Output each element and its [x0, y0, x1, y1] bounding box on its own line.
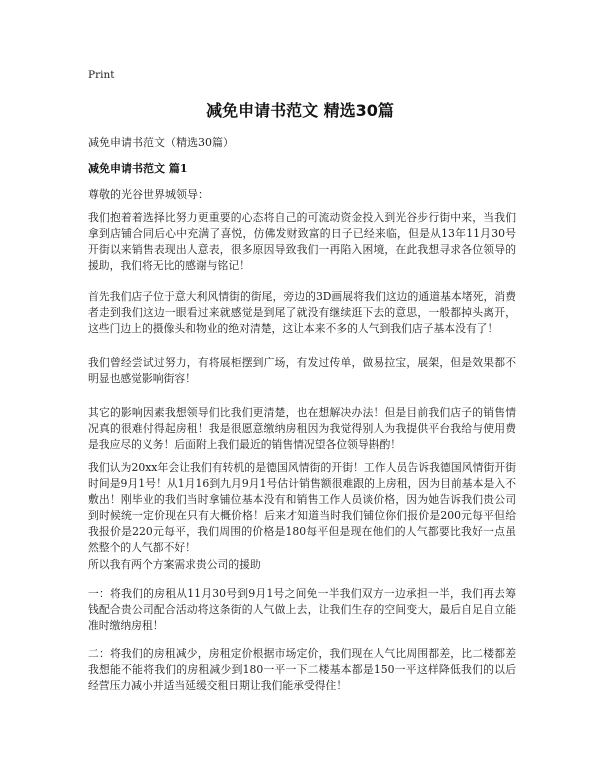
- paragraph: 我们抱着着选择比努力更重要的心态将自己的可流动资金投入到光谷步行街中来，当我们拿到店铺合同后心中充满了喜悦，仿佛发财致富的日子已经来临，但是从13年11月30号开街以来销售表现出人意表，很多原因导致我们一再陷入困境，在此我想寻求各位领导的援助，我们将无比的感谢与铭记！: [88, 211, 516, 272]
- paragraph: 一：将我们的房租从11月30号到9月1号之间免一半我们双方一边承担一半，我们再去筹钱配合贵公司配合活动将这条街的人气做上去，让我们生存的空间变大，最后自足自立能准时缴纳房租！: [88, 587, 516, 632]
- letter-greeting: 尊敬的光谷世界城领导：: [88, 188, 209, 201]
- paragraph: 我们认为20xx年会让我们有转机的是德国风情街的开街！工作人员告诉我德国风情街开街时间是9月1号！从1月16到九月9月1号估计销售额很难跟的上房租，因为目前基本是入不敷出！刚毕业的我们当时拿铺位基本没有和销售工作人员谈价格，因为她告诉我们贵公司到时候统一定价现在只有大概价格！后来才知道当时我们铺位你们报价是200元每平但给我报价是220元每平，我们周围的价格是180每平但是现在他们的人气都要比我好一点虽然整个的人气都不好！: [88, 461, 516, 554]
- paragraph: 其它的影响因素我想领导们比我们更清楚，也在想解决办法！但是目前我们店子的销售情况真的很难付得起房租！我是很愿意缴纳房租因为我觉得别人为我提供平台我给与使用费是我应尽的义务！后面附上我们最近的销售情况望各位领导斟酌！: [88, 406, 516, 451]
- paragraph: 所以我有两个方案需求贵公司的援助: [88, 558, 261, 571]
- print-label: Print: [88, 69, 115, 81]
- document-title: 减免申请书范文 精选30篇: [206, 101, 394, 120]
- document-subtitle: 减免申请书范文（精选30篇）: [88, 136, 234, 149]
- paragraph: 二：将我们的房租减少，房租定价根据市场定价，我们现在人气比周围都差，比二楼都差我想能不能将我们的房租减少到180一平一下二楼基本都是150一平这样降低我们的以后经营压力减小并适当延缓交租日期让我们能承受得住！: [88, 647, 516, 692]
- paragraph: 我们曾经尝试过努力，有将展柜摆到广场，有发过传单，做易拉宝，展架，但是效果都不明显也感觉影响街容！: [88, 356, 516, 385]
- section-heading: 减免申请书范文 篇1: [88, 162, 188, 175]
- paragraph: 首先我们店子位于意大利风情街的街尾，旁边的3D画展将我们这边的通道基本堵死，消费者走到我们这边一眼看过来就感觉是到尾了就没有继续逛下去的意思，一般都掉头离开，这些门边上的摄像头和物业的绝对清楚，这让本来不多的人气到我们店子基本没有了！: [88, 290, 516, 335]
